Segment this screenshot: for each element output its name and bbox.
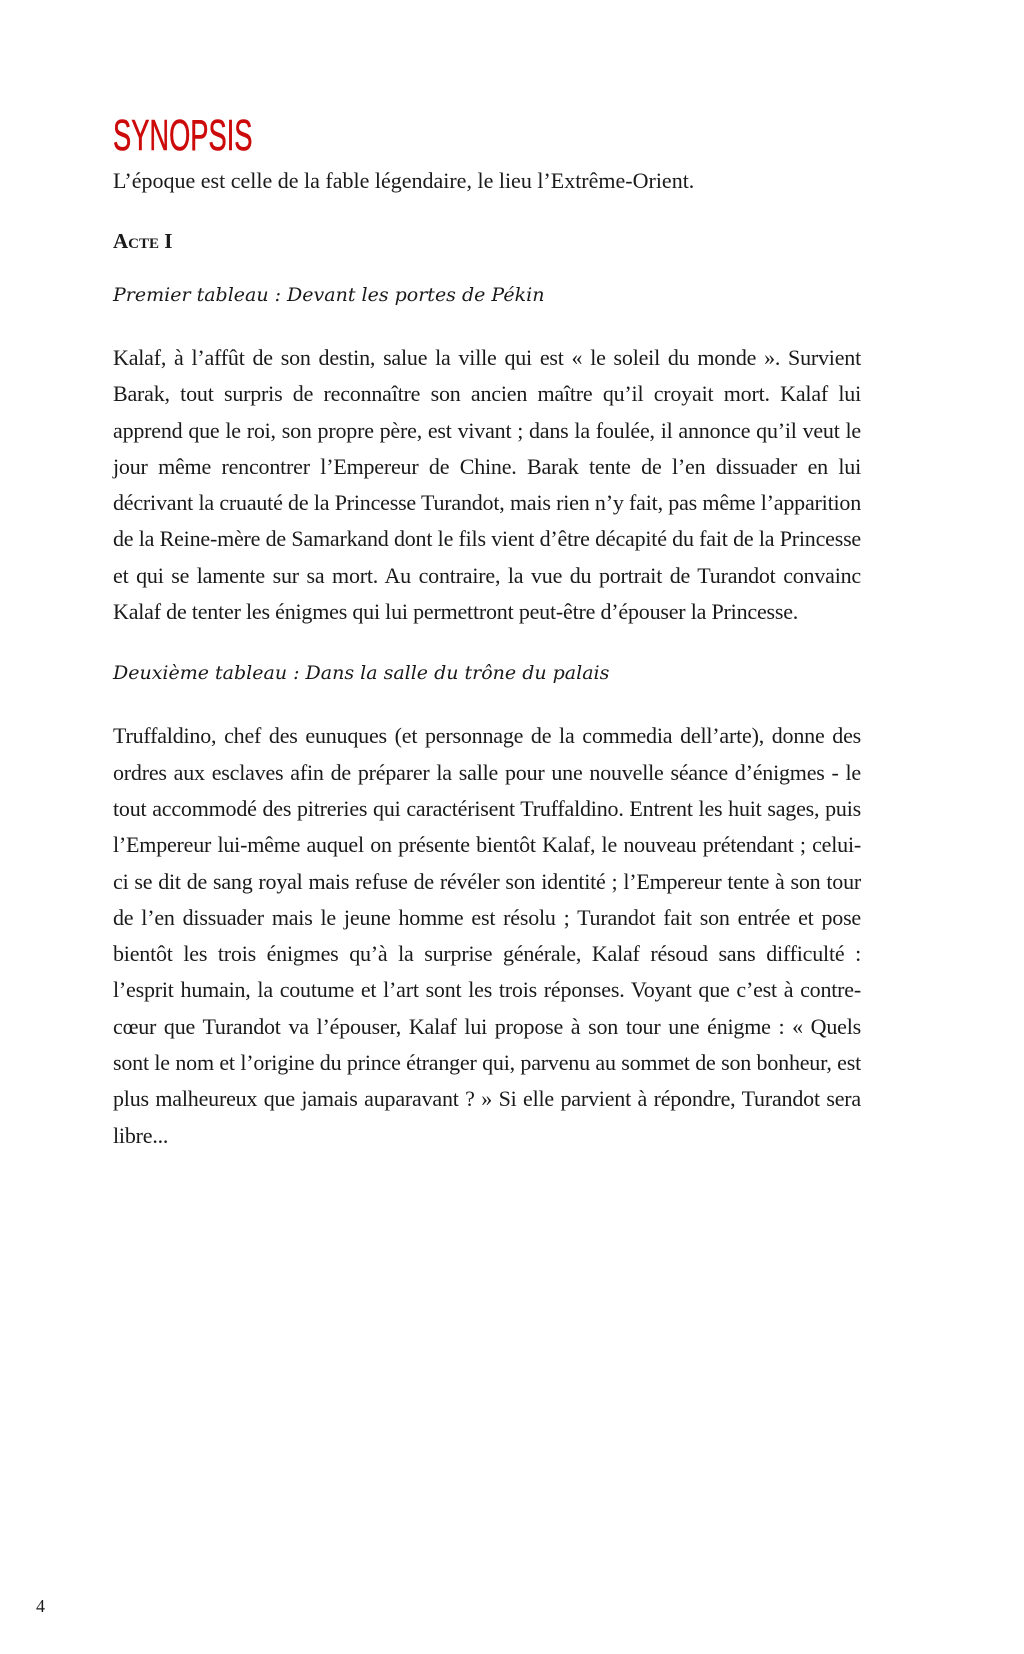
act-heading: Acte I (113, 229, 173, 253)
page-number: 4 (36, 1596, 45, 1616)
intro-line: L’époque est celle de la fable légendaire, le lieu l’Extrême-Orient. (113, 168, 695, 193)
synopsis-paragraph-1: Kalaf, à l’affût de son destin, salue la ville qui est « le soleil du monde ». Survient Barak, tout surpris de reconnaître son ancien maître qu’il croyait mort. Kalaf lui apprend que le roi, son propre père, est vivant ; dans la foulée, il annonce qu’il veut le jour même rencontrer l’Empereur de Chine. Barak tente de l’en dissuader en lui décrivant la cruauté de la Princesse Turandot, mais rien n’y fait, pas même l’apparition de la Reine-mère de Samarkand dont le fils vient d’être décapité du fait de la Princesse et qui se lamente sur sa mort. Au contraire, la vue du portrait de Turandot convainc Kalaf de tenter les énigmes qui lui permettront peut-être d’épouser la Princesse. (113, 345, 861, 625)
tableau-heading-1: Premier tableau : Devant les portes de Pékin (113, 284, 545, 306)
tableau-heading-2: Deuxième tableau : Dans la salle du trône du palais (113, 662, 610, 685)
document-page (113, 112, 861, 1154)
page-title: SYNOPSIS (113, 111, 253, 160)
synopsis-paragraph-2: Truffaldino, chef des eunuques (et personnage de la commedia dell’arte), donne des ordres aux esclaves afin de préparer la salle pour une nouvelle séance d’énigmes - le tout accommodé des pitreries qui caractérisent Truffaldino. Entrent les huit sages, puis l’Empereur lui-même auquel on présente bientôt Kalaf, le nouveau prétendant ; celui-ci se dit de sang royal mais refuse de révéler son identité ; l’Empereur tente à son tour de l’en dissuader mais le jeune homme est résolu ; Turandot fait son entrée et pose bientôt les trois énigmes qu’à la surprise générale, Kalaf résoud sans difficulté : l’esprit humain, la coutume et l’art sont les trois réponses. Voyant que c’est à contre-cœur que Turandot va l’épouser, Kalaf lui propose à son tour une énigme : « Quels sont le nom et l’origine du prince étranger qui, parvenu au sommet de son bonheur, est plus malheureux que jamais auparavant ? » Si elle parvient à répondre, Turandot sera libre... (113, 723, 861, 1148)
